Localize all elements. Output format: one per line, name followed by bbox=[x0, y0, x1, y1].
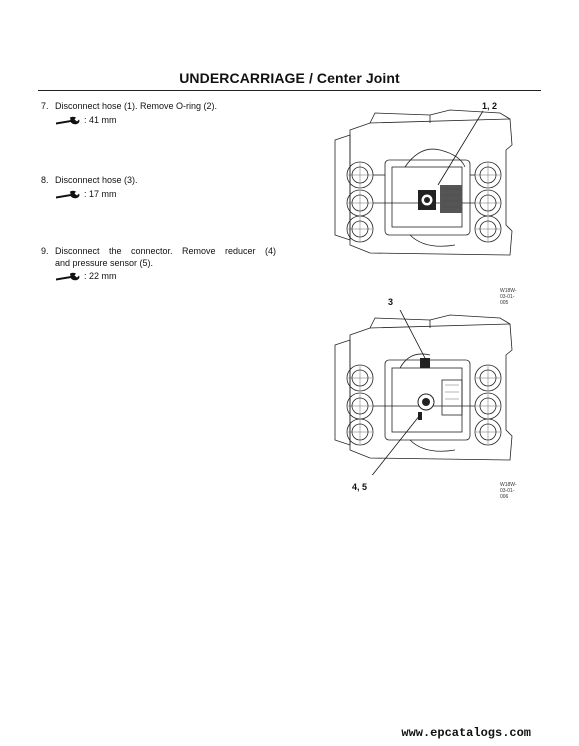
step-7 bbox=[41, 101, 276, 126]
undercarriage-drawing bbox=[330, 310, 520, 475]
title-rule bbox=[38, 90, 541, 91]
step-text: Disconnect hose (3). bbox=[55, 175, 138, 185]
figure-code: W18W-03-01-005 bbox=[500, 288, 517, 306]
undercarriage-drawing bbox=[330, 105, 520, 270]
step-8 bbox=[41, 175, 276, 200]
step-text: Disconnect hose (1). Remove O-ring (2). bbox=[55, 101, 218, 111]
callout-label: 3 bbox=[388, 297, 394, 307]
tool-size: : 41 mm bbox=[84, 114, 117, 125]
callout-label: 4, 5 bbox=[352, 482, 368, 492]
tool-spec bbox=[55, 189, 276, 201]
callout-label: 1, 2 bbox=[482, 101, 498, 111]
figure-code: W18W-03-01-006 bbox=[500, 482, 517, 500]
tool-size: : 22 mm bbox=[84, 271, 117, 281]
figure-undercarriage-top bbox=[330, 101, 520, 306]
step-number: 8. bbox=[41, 175, 49, 185]
tool-spec bbox=[55, 271, 276, 283]
wrench-icon bbox=[55, 272, 81, 281]
tool-spec bbox=[55, 115, 276, 127]
step-text-line-2: and pressure sensor (5). bbox=[55, 257, 154, 268]
step-number: 9. bbox=[41, 246, 49, 256]
step-number: 7. bbox=[41, 101, 49, 111]
footer-watermark-url: www.epcatalogs.com bbox=[401, 726, 531, 740]
step-text-line-1: Disconnect the connector. Remove reducer (4) bbox=[55, 246, 276, 256]
tool-size: : 17 mm bbox=[84, 188, 117, 199]
wrench-icon bbox=[55, 116, 81, 125]
wrench-icon bbox=[55, 190, 81, 199]
page-title: UNDERCARRIAGE / Center Joint bbox=[179, 70, 400, 86]
step-9 bbox=[41, 246, 276, 283]
